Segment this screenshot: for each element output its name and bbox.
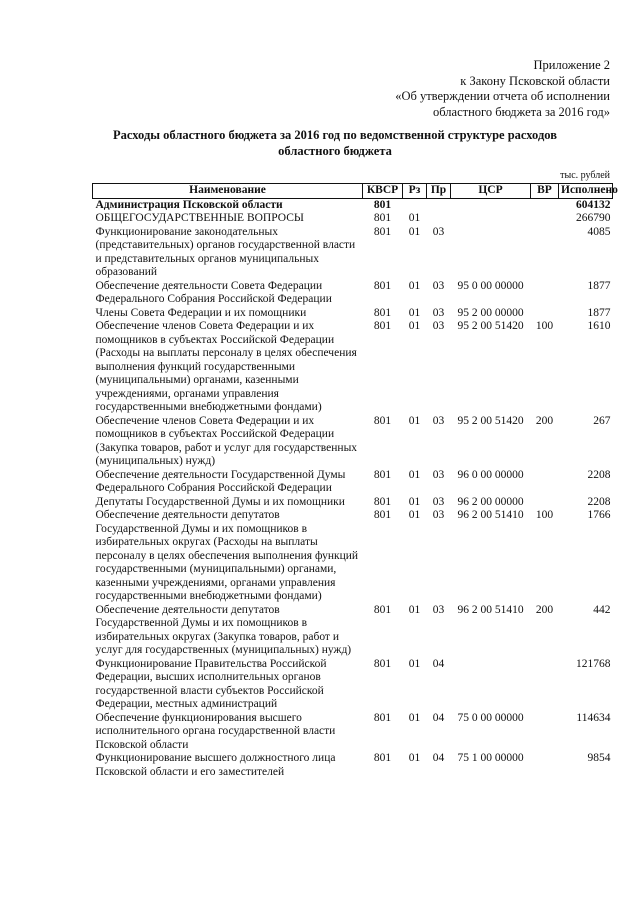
appendix-line: «Об утверждении отчета об исполнении	[395, 89, 610, 103]
row-kvsr: 801	[373, 414, 392, 427]
row-rz: 01	[408, 657, 421, 670]
row-vr	[531, 280, 559, 307]
row-executed: 1877	[587, 306, 611, 319]
row-name: Обеспечение деятельности депутатов Государственной Думы и их помощников в избирательных округах (Расходы на выплаты персоналу в целях обеспечения выполнения функций государственными (муниципальными) органами, казенными учреждениями, органами управления государственными внебюджетными фондами)	[95, 509, 359, 602]
row-pr	[427, 198, 451, 212]
row-name: Обеспечение деятельности депутатов Государственной Думы и их помощников в избирательных округах (Закупка товаров, работ и услуг для государственных (муниципальных) нужд)	[95, 603, 352, 656]
row-name: Обеспечение членов Совета Федерации и их помощников в субъектах Российской Федерации (Расходы на выплаты персоналу в целях обеспечения выполнения функций государственными (муниципальными) органами, казенными учреждениями, органами управления государственными внебюджетными фондами)	[95, 320, 357, 413]
row-rz: 01	[408, 306, 421, 319]
row-executed: 1877	[587, 279, 611, 292]
row-name: Обеспечение деятельности Государственной Думы Федерального Собрания Российской Федерации	[95, 468, 346, 494]
appendix-line: областного бюджета за 2016 год»	[432, 104, 610, 119]
row-executed: 442	[593, 603, 611, 616]
row-kvsr: 801	[373, 509, 392, 521]
table-row	[93, 509, 613, 604]
row-kvsr: 801	[373, 212, 392, 224]
row-kvsr: 801	[373, 279, 392, 292]
row-csr: 75 0 00 00000	[457, 711, 524, 724]
row-name: Обеспечение членов Совета Федерации и их помощников в субъектах Российской Федерации (Закупка товаров, работ и услуг для государственных (муниципальных) нужд)	[95, 414, 358, 467]
row-vr: 100	[535, 509, 554, 521]
row-name: Обеспечение деятельности Совета Федерации Федерального Собрания Российской Федерации	[95, 279, 332, 305]
row-vr	[531, 307, 559, 321]
table-row	[93, 307, 613, 321]
row-pr: 03	[432, 320, 445, 332]
row-pr: 03	[432, 495, 445, 508]
row-csr: 96 0 00 00000	[457, 468, 524, 481]
header-kvsr: КВСР	[363, 184, 403, 199]
row-executed: 9854	[587, 752, 611, 764]
row-vr: 200	[535, 414, 554, 427]
row-vr	[531, 212, 559, 226]
table-row	[93, 212, 613, 226]
row-csr: 96 2 00 00000	[457, 495, 524, 508]
row-csr: 75 1 00 00000	[457, 752, 524, 764]
row-rz: 01	[408, 279, 421, 292]
table-row	[93, 658, 613, 712]
row-vr	[531, 752, 559, 779]
table-row	[93, 198, 613, 212]
row-kvsr: 801	[373, 198, 392, 211]
row-csr	[451, 198, 531, 212]
row-kvsr: 801	[373, 657, 392, 670]
row-vr	[531, 496, 559, 510]
row-rz: 01	[408, 468, 421, 481]
row-kvsr: 801	[373, 603, 392, 616]
row-pr: 03	[432, 603, 445, 616]
row-csr	[451, 658, 531, 712]
table-row	[93, 496, 613, 510]
row-csr: 96 2 00 51410	[457, 603, 524, 616]
appendix-line: Приложение 2	[533, 58, 610, 72]
row-name: Администрация Псковской области	[95, 198, 283, 211]
row-kvsr: 801	[373, 225, 392, 238]
row-pr: 03	[432, 509, 445, 521]
header-executed: Исполнено	[559, 184, 613, 199]
row-name: Депутаты Государственной Думы и их помощники	[95, 495, 345, 508]
appendix-header	[395, 58, 610, 120]
row-vr	[531, 658, 559, 712]
row-name: Функционирование высшего должностного лица Псковской области и его заместителей	[95, 752, 336, 778]
row-rz: 01	[408, 225, 421, 238]
row-pr: 03	[432, 306, 445, 319]
expenditure-table	[92, 183, 618, 779]
row-executed: 267	[593, 414, 611, 427]
title-line: областного бюджета	[278, 143, 392, 158]
row-executed: 604132	[576, 198, 611, 211]
table-row	[93, 226, 613, 280]
row-rz: 01	[408, 495, 421, 508]
row-executed: 121768	[576, 657, 611, 670]
table-row	[93, 712, 613, 753]
row-pr: 04	[432, 657, 445, 670]
row-rz: 01	[408, 414, 421, 427]
row-csr: 95 2 00 51420	[457, 320, 524, 332]
row-csr	[451, 226, 531, 280]
row-vr: 100	[535, 320, 554, 332]
row-executed: 2208	[587, 468, 611, 481]
row-name: ОБЩЕГОСУДАРСТВЕННЫЕ ВОПРОСЫ	[95, 212, 304, 224]
row-name: Обеспечение функционирования высшего исполнительного органа государственной власти Псковской области	[95, 711, 336, 751]
header-csr: ЦСР	[451, 184, 531, 199]
unit-label: тыс. рублей	[560, 170, 610, 181]
row-vr	[531, 712, 559, 753]
header-vr: ВР	[531, 184, 559, 199]
header-rz: Рз	[403, 184, 427, 199]
header-name: Наименование	[93, 184, 363, 199]
row-executed: 1766	[587, 509, 611, 521]
row-executed: 2208	[587, 495, 611, 508]
row-vr	[531, 469, 559, 496]
row-pr	[427, 212, 451, 226]
table-row	[93, 604, 613, 658]
table-header-row	[93, 184, 613, 199]
row-pr: 03	[432, 279, 445, 292]
table-row	[93, 320, 613, 415]
appendix-line: к Закону Псковской области	[460, 73, 610, 88]
row-rz: 01	[408, 509, 421, 521]
table-row	[93, 415, 613, 469]
row-executed: 4085	[587, 225, 611, 238]
row-kvsr: 801	[373, 320, 392, 332]
row-rz: 01	[408, 320, 421, 332]
row-rz: 01	[408, 752, 421, 764]
row-vr	[531, 226, 559, 280]
row-name: Функционирование Правительства Российской Федерации, высших исполнительных органов государственной власти субъектов Российской Федерации, местных администраций	[95, 657, 327, 710]
row-name: Члены Совета Федерации и их помощники	[95, 306, 307, 319]
row-vr: 200	[535, 603, 554, 616]
row-rz: 01	[408, 603, 421, 616]
row-pr: 04	[432, 752, 445, 764]
row-csr	[451, 212, 531, 226]
row-pr: 03	[432, 414, 445, 427]
row-pr: 04	[432, 711, 445, 724]
row-kvsr: 801	[373, 752, 392, 764]
row-csr: 96 2 00 51410	[457, 509, 524, 521]
row-executed: 1610	[587, 320, 611, 332]
row-kvsr: 801	[373, 711, 392, 724]
row-vr	[531, 198, 559, 212]
row-kvsr: 801	[373, 495, 392, 508]
row-rz: 01	[408, 212, 421, 224]
row-kvsr: 801	[373, 468, 392, 481]
row-executed: 266790	[576, 212, 611, 224]
table-row	[93, 752, 613, 779]
header-pr: Пр	[427, 184, 451, 199]
title-line: Расходы областного бюджета за 2016 год по ведомственной структуре расходов	[113, 128, 557, 142]
row-rz: 01	[408, 711, 421, 724]
document-title	[60, 128, 610, 159]
row-executed: 114634	[576, 711, 611, 724]
row-csr: 95 2 00 51420	[457, 414, 524, 427]
row-csr: 95 0 00 00000	[457, 279, 524, 292]
row-name: Функционирование законодательных (представительных) органов государственной власти и представительных органов муниципальных образований	[95, 225, 356, 278]
row-pr: 03	[432, 468, 445, 481]
row-pr: 03	[432, 225, 445, 238]
row-kvsr: 801	[373, 306, 392, 319]
table-row	[93, 280, 613, 307]
row-rz	[403, 198, 427, 212]
table-row	[93, 469, 613, 496]
row-csr: 95 2 00 00000	[457, 306, 524, 319]
